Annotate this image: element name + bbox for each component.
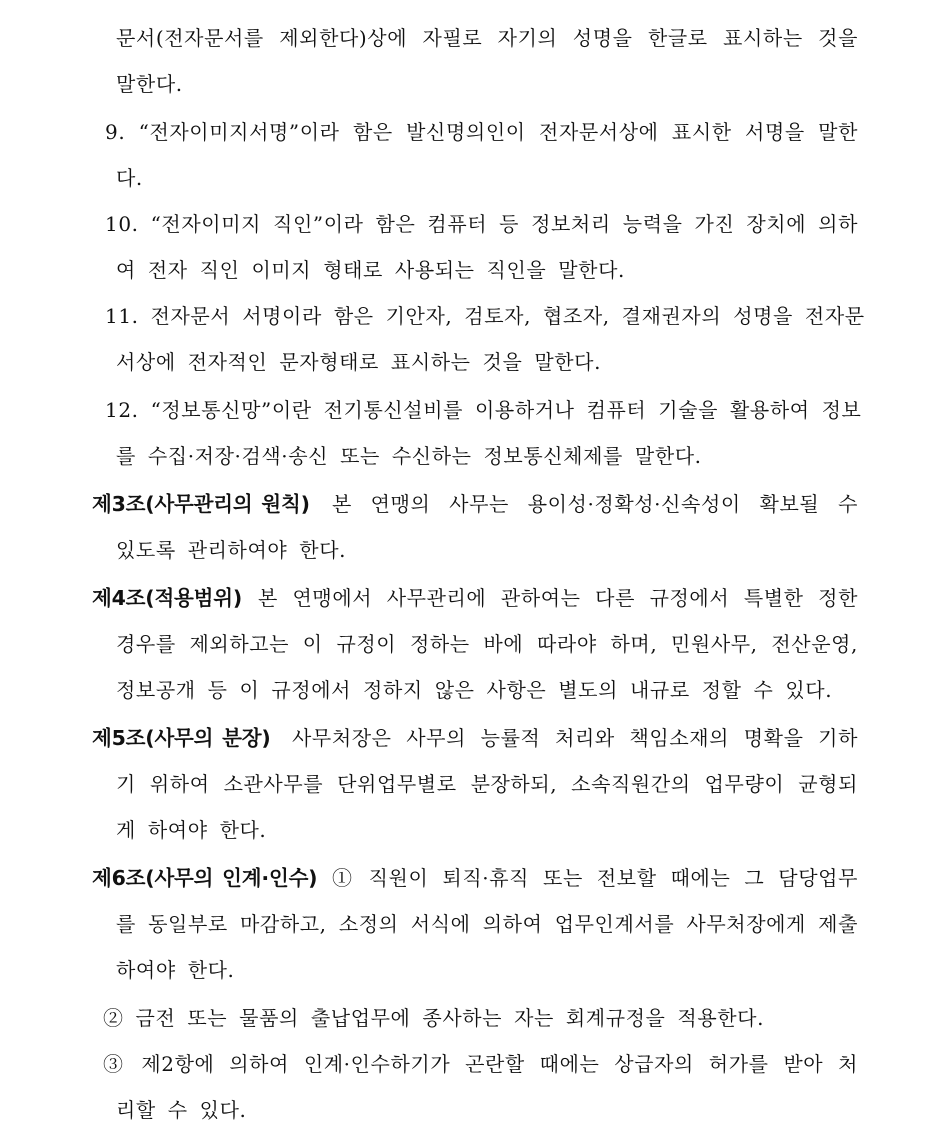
- text-line: 사무처장은 사무의 능률적 처리와 책임소재의 명확을 기하: [292, 726, 858, 750]
- text-line: 말한다.: [116, 72, 183, 96]
- text-line: 다.: [116, 166, 143, 190]
- paragraph-3: ③ 제2항에 의하여 인계·인수하기가 곤란할 때에는 상급자의 허가를 받아 처: [103, 1052, 858, 1076]
- text-line: 리할 수 있다.: [116, 1098, 247, 1122]
- text-line: 서상에 전자적인 문자형태로 표시하는 것을 말한다.: [116, 350, 602, 374]
- text-line: 하여야 한다.: [116, 958, 235, 982]
- list-item-12: 12. “정보통신망”이란 전기통신설비를 이용하거나 컴퓨터 기술을 활용하여 정보: [105, 398, 862, 422]
- text-line: 기 위하여 소관사무를 단위업무별로 분장하되, 소속직원간의 업무량이 균형되: [116, 772, 858, 796]
- list-item-10: 10. “전자이미지 직인”이라 함은 컴퓨터 등 정보처리 능력을 가진 장치에 의하: [105, 212, 858, 236]
- text-line: 본 연맹에서 사무관리에 관하여는 다른 규정에서 특별한 정한: [258, 586, 858, 610]
- paragraph-2: ② 금전 또는 물품의 출납업무에 종사하는 자는 회계규정을 적용한다.: [103, 1006, 765, 1030]
- text-line: ① 직원이 퇴직·휴직 또는 전보할 때에는 그 담당업무: [332, 866, 858, 890]
- text-line: 를 동일부로 마감하고, 소정의 서식에 의하여 업무인계서를 사무처장에게 제출: [116, 912, 858, 936]
- article-4-title: 제4조(적용범위): [92, 586, 243, 610]
- list-item-9: 9. “전자이미지서명”이라 함은 발신명의인이 전자문서상에 표시한 서명을 말한: [105, 120, 858, 144]
- article-6-title: 제6조(사무의 인계·인수): [92, 866, 318, 890]
- text-line: 문서(전자문서를 제외한다)상에 자필로 자기의 성명을 한글로 표시하는 것을: [116, 26, 858, 50]
- text-line: 정보공개 등 이 규정에서 정하지 않은 사항은 별도의 내규로 정할 수 있다.: [116, 678, 833, 702]
- text-line: 본 연맹의 사무는 용이성·정확성·신속성이 확보될 수: [332, 492, 858, 516]
- text-line: 를 수집·저장·검색·송신 또는 수신하는 정보통신체제를 말한다.: [116, 444, 702, 468]
- article-3-title: 제3조(사무관리의 원칙): [92, 492, 310, 516]
- text-line: 게 하여야 한다.: [116, 818, 267, 842]
- text-line: 있도록 관리하여야 한다.: [116, 538, 347, 562]
- article-5-title: 제5조(사무의 분장): [92, 726, 271, 750]
- text-line: 경우를 제외하고는 이 규정이 정하는 바에 따라야 하며, 민원사무, 전산운영,: [116, 632, 858, 656]
- list-item-11: 11. 전자문서 서명이라 함은 기안자, 검토자, 협조자, 결재권자의 성명을 전자문: [105, 304, 865, 328]
- text-line: 여 전자 직인 이미지 형태로 사용되는 직인을 말한다.: [116, 258, 625, 282]
